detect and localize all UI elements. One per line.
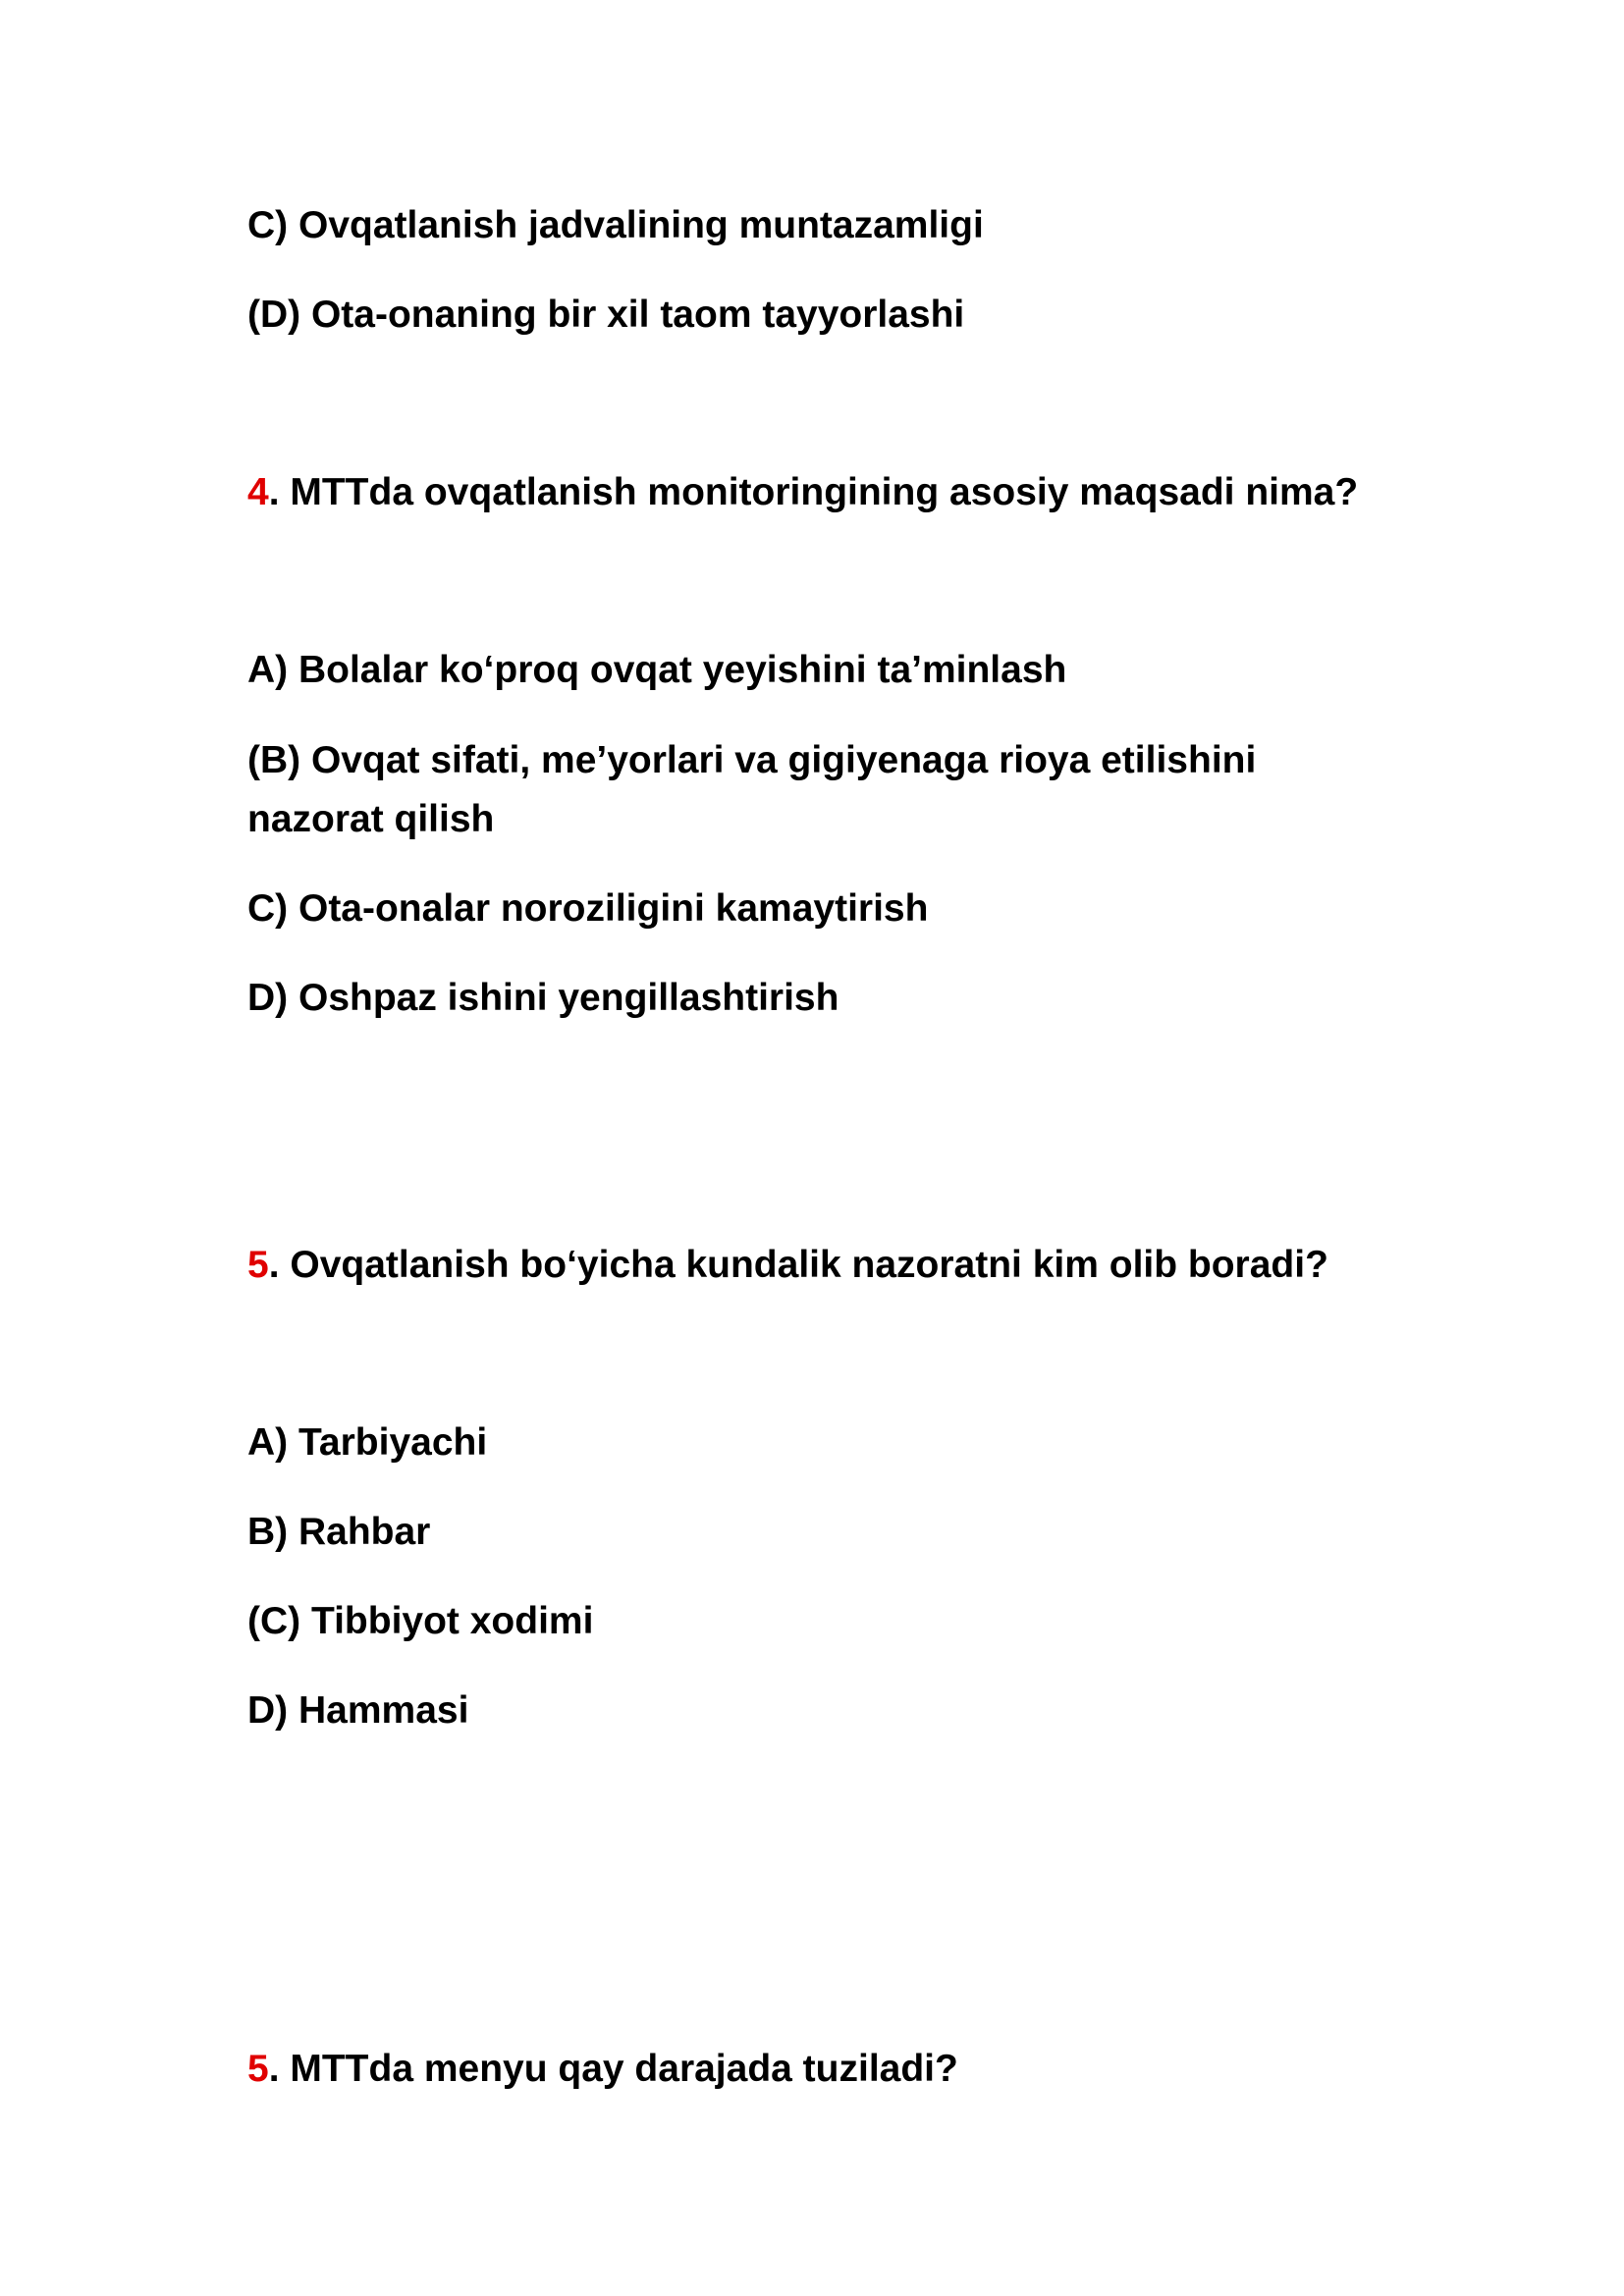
q4-option-d: D) Oshpaz ishini yengillashtirish [247, 977, 839, 1019]
question-4 [247, 463, 1358, 522]
question-text: . Ovqatlanish bo‘yicha kundalik nazoratni kim olib boradi? [268, 1244, 1328, 1286]
prev-option-c: C) Ovqatlanish jadvalining muntazamligi [247, 204, 984, 246]
q4-option-c: C) Ota-onalar noroziligini kamaytirish [247, 887, 929, 930]
q5-option-c: (C) Tibbiyot xodimi [247, 1600, 594, 1642]
question-number: 5 [247, 1244, 269, 1286]
q4-option-b-line1: (B) Ovqat sifati, me’yorlari va gigiyenaga rioya etilishini [247, 739, 1257, 781]
question-number: 5 [247, 2048, 269, 2090]
q5-option-d: D) Hammasi [247, 1689, 469, 1732]
prev-option-d: (D) Ota-onaning bir xil taom tayyorlashi [247, 294, 965, 336]
q4-option-a: A) Bolalar ko‘proq ovqat yeyishini ta’minlash [247, 649, 1067, 691]
q5-option-b: B) Rahbar [247, 1511, 431, 1553]
question-5-second [247, 2040, 958, 2099]
q4-option-b-line2: nazorat qilish [247, 798, 495, 840]
question-text: . MTTda menyu qay darajada tuziladi? [268, 2048, 958, 2090]
question-text: . MTTda ovqatlanish monitoringining asosiy maqsadi nima? [268, 471, 1359, 513]
question-5 [247, 1236, 1328, 1295]
question-number: 4 [247, 471, 269, 513]
q5-option-a: A) Tarbiyachi [247, 1421, 488, 1464]
